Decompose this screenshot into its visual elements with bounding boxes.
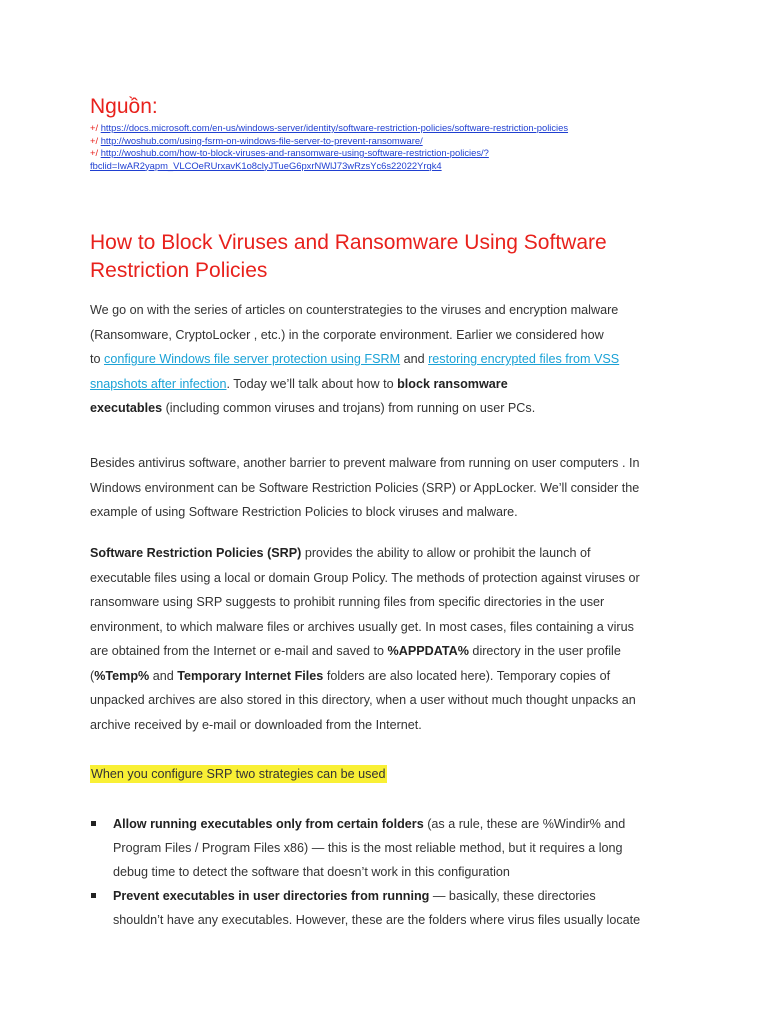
- text-line: We go on with the series of articles on counterstrategies to the viruses and encryption malware: [90, 303, 619, 317]
- sources-title: Nguồn:: [90, 95, 158, 118]
- bullet-marker-icon: [91, 821, 96, 826]
- bold-text: block ransomware: [397, 376, 508, 391]
- link-restoring-vss-continued[interactable]: snapshots after infection: [90, 376, 227, 391]
- text-fragment: to: [90, 352, 105, 366]
- text-line: debug time to detect the software that doesn’t work in this configuration: [113, 865, 510, 879]
- text-line: [113, 884, 680, 908]
- text-line: (Ransomware, CryptoLocker , etc.) in the corporate environment. Earlier we considered how: [90, 327, 604, 342]
- source-item: [90, 135, 710, 148]
- text-line: unpacked archives are also stored in this directory, when a user without much thought unpacks an: [90, 693, 636, 707]
- text-line: Besides antivirus software, another barrier to prevent malware from running on user computers . In: [90, 456, 640, 470]
- text-fragment: (as a rule, these are %Windir% and: [423, 817, 626, 831]
- text-fragment: [113, 812, 625, 836]
- source-item: [90, 147, 710, 160]
- text-line: ransomware using SRP suggests to prohibit running files from specific directories in the user: [90, 595, 605, 609]
- article-title-line: Restriction Policies: [90, 259, 268, 282]
- text-line: environment, to which malware files or archives usually get. In most cases, files containing a virus: [90, 619, 634, 634]
- text-fragment: — basically, these directories: [429, 889, 596, 903]
- text-line: archive received by e-mail or downloaded from the Internet.: [90, 717, 422, 732]
- article-title-line: How to Block Viruses and Ransomware Using Software: [90, 231, 607, 254]
- bold-text: executables: [90, 401, 163, 415]
- source-prefix: +/: [90, 147, 101, 158]
- text-fragment: provides the ability to allow or prohibit the launch of: [301, 546, 591, 560]
- bold-text: %Temp%: [94, 668, 150, 683]
- source-link-woshub-srp[interactable]: http://woshub.com/how-to-block-viruses-and-ransomware-using-software-restriction-policies/?: [100, 147, 489, 158]
- text-fragment: (: [90, 668, 95, 683]
- text-line: [90, 396, 690, 421]
- text-line: executable files using a local or domain Group Policy. The methods of protection against viruses or: [90, 570, 640, 585]
- text-fragment: (including common viruses and trojans) from running on user PCs.: [162, 401, 536, 415]
- text-fragment: directory in the user profile: [468, 644, 621, 658]
- strategy-list: [90, 812, 680, 932]
- text-line: [90, 372, 690, 397]
- link-restoring-vss[interactable]: restoring encrypted files from VSS: [428, 352, 620, 366]
- bold-text: Temporary Internet Files: [177, 668, 324, 683]
- bullet-marker-icon: [91, 893, 96, 898]
- bold-text: Prevent executables in user directories from running: [113, 889, 430, 903]
- list-item: [90, 884, 680, 932]
- source-link-woshub-srp-continued[interactable]: fbclid=IwAR2yapm_VLCOeRUrxavK1o8clyJTueG6pxrNWlJ73wRzsYc6s22022Yrqk4: [90, 159, 442, 171]
- article-title: [90, 229, 690, 285]
- intro-paragraph: [90, 298, 690, 421]
- source-prefix: +/: [90, 122, 101, 133]
- text-line: [90, 664, 690, 689]
- text-fragment: . Today we’ll talk about how to: [226, 376, 398, 391]
- list-item: [90, 812, 680, 884]
- srp-paragraph: [90, 541, 690, 737]
- text-line: example of using Software Restriction Policies to block viruses and malware.: [90, 505, 518, 519]
- text-line: [113, 812, 680, 836]
- text-fragment: and: [400, 352, 429, 366]
- source-prefix: +/: [90, 134, 101, 146]
- source-link-microsoft[interactable]: https://docs.microsoft.com/en-us/windows-server/identity/software-restriction-policies/software-restriction-policies: [100, 122, 569, 133]
- text-line: [90, 541, 690, 566]
- link-configure-fsrm[interactable]: configure Windows file server protection using FSRM: [104, 352, 401, 366]
- source-link-woshub-fsrm[interactable]: http://woshub.com/using-fsrm-on-windows-file-server-to-prevent-ransomware/: [100, 134, 423, 146]
- source-item-continuation: [90, 160, 710, 173]
- antivirus-paragraph: [90, 451, 690, 525]
- highlighted-note: When you configure SRP two strategies can be used: [91, 767, 386, 781]
- sources-list: [90, 122, 710, 172]
- text-fragment: folders are also located here). Temporary copies of: [323, 668, 611, 683]
- bold-text: Allow running executables only from certain folders: [113, 817, 424, 831]
- text-line: [90, 639, 690, 664]
- text-fragment: and: [149, 668, 178, 683]
- text-line: [90, 347, 690, 372]
- text-fragment: are obtained from the Internet or e-mail and saved to: [90, 644, 388, 658]
- text-line: Program Files / Program Files x86) — this is the most reliable method, but it requires a long: [113, 841, 623, 855]
- bold-text: %APPDATA%: [387, 644, 469, 658]
- text-line: Windows environment can be Software Restriction Policies (SRP) or AppLocker. We’ll consider the: [90, 480, 640, 495]
- text-line: shouldn’t have any executables. However, these are the folders where virus files usually locate: [113, 913, 641, 927]
- bold-text: Software Restriction Policies (SRP): [90, 546, 302, 560]
- source-item: [90, 122, 710, 135]
